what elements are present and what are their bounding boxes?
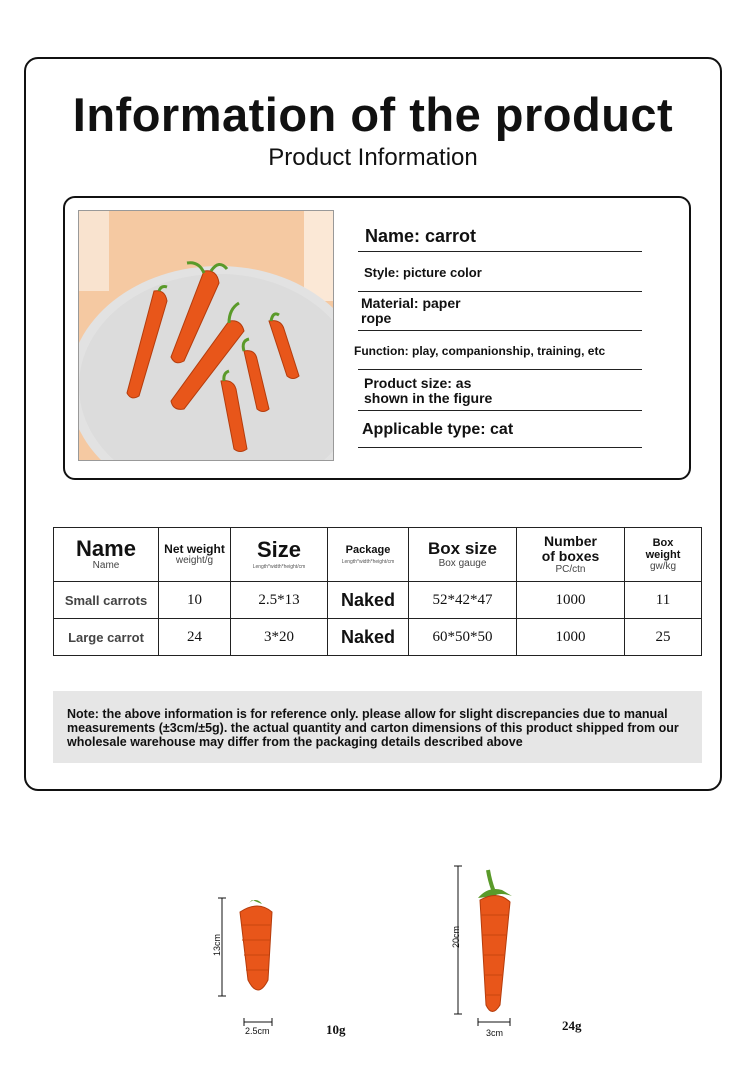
spec-divider — [358, 369, 642, 370]
row-small-box-weight: 11 — [625, 582, 702, 619]
large-weight-label: 24g — [562, 1018, 582, 1033]
small-height-label: 13cm — [212, 933, 223, 957]
table-row — [54, 619, 702, 656]
small-width-label: 2.5cm — [245, 1026, 270, 1036]
spec-size-line1: Product size: as — [364, 375, 472, 391]
row-large-package: Naked — [328, 619, 409, 656]
spec-table — [53, 527, 702, 656]
large-width-label: 3cm — [486, 1028, 504, 1038]
spec-divider — [358, 251, 642, 252]
product-info-card — [24, 57, 722, 791]
row-small-size: 2.5*13 — [231, 582, 328, 619]
row-large-name: Large carrot — [54, 619, 159, 656]
page-title: Information of the product — [72, 88, 674, 141]
table-row — [54, 582, 702, 619]
table-header-row — [54, 528, 702, 582]
carrot-photo-illustration — [79, 211, 334, 461]
row-large-boxes: 1000 — [517, 619, 625, 656]
row-large-weight: 24 — [159, 619, 231, 656]
disclaimer-note: Note: the above information is for reference only. please allow for slight discrepancies due to manual measurements (±3cm/±5g). the actual quantity and carton dimensions of this product shipped from our wholesale warehouse may differ from the packaging details described above — [53, 691, 702, 763]
header-package: Package Length*width*height/cm — [328, 528, 409, 582]
row-small-package: Naked — [328, 582, 409, 619]
row-small-name: Small carrots — [54, 582, 159, 619]
header-size: Size Length*width*height/cm — [231, 528, 328, 582]
spec-divider — [358, 330, 642, 331]
spec-material-line1: Material: paper — [361, 295, 461, 311]
row-small-box-size: 52*42*47 — [409, 582, 517, 619]
row-small-boxes: 1000 — [517, 582, 625, 619]
size-diagram — [0, 800, 750, 1086]
spec-divider — [358, 291, 642, 292]
small-width-dimension — [244, 1018, 272, 1026]
row-large-box-weight: 25 — [625, 619, 702, 656]
product-photo — [78, 210, 334, 461]
spec-material — [361, 296, 461, 326]
spec-applicable: Applicable type: cat — [362, 421, 514, 438]
header-box-weight: Box weight gw/kg — [625, 528, 702, 582]
spec-divider — [358, 410, 642, 411]
carrot-size-illustration — [0, 800, 750, 1086]
large-height-label: 20cm — [451, 925, 462, 949]
large-carrot — [478, 870, 512, 1012]
spec-product-size — [364, 376, 492, 406]
header-box-size: Box size Box gauge — [409, 528, 517, 582]
spec-divider — [358, 447, 642, 448]
row-large-box-size: 60*50*50 — [409, 619, 517, 656]
row-small-weight: 10 — [159, 582, 231, 619]
header-name: Name Name — [54, 528, 159, 582]
header-net-weight: Net weight weight/g — [159, 528, 231, 582]
spec-style: Style: picture color — [364, 265, 482, 280]
page-subtitle: Product Information — [268, 144, 478, 171]
large-width-dimension — [478, 1018, 510, 1026]
spec-function: Function: play, companionship, training, etc — [354, 344, 606, 358]
spec-size-line2: shown in the figure — [364, 390, 493, 406]
spec-name: Name: carrot — [365, 226, 477, 246]
header-number-of-boxes: Number of boxes PC/ctn — [517, 528, 625, 582]
info-box — [63, 196, 691, 480]
spec-material-line2: rope — [361, 310, 392, 326]
small-carrot — [240, 900, 272, 990]
row-large-size: 3*20 — [231, 619, 328, 656]
small-weight-label: 10g — [326, 1022, 346, 1037]
